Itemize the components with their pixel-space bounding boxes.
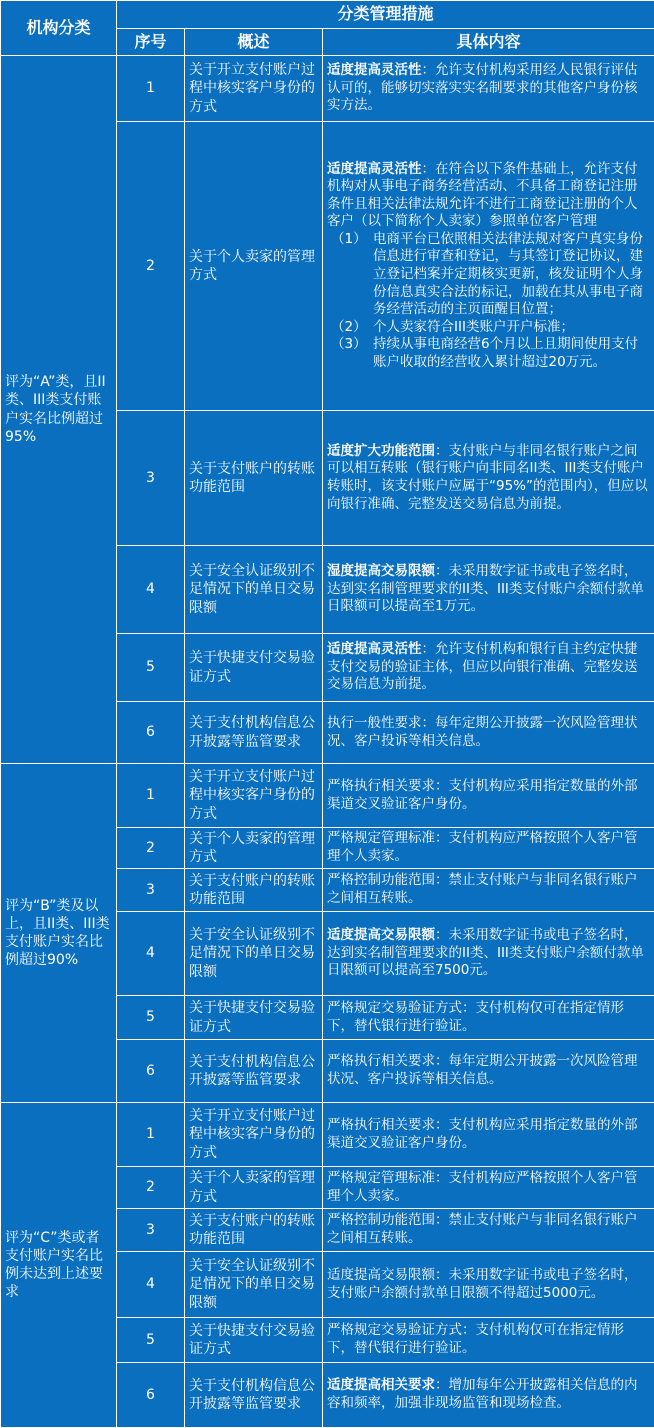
detail-text: 严格规定管理标准：支付机构应严格按照个人客户管理个人卖家。 — [327, 1169, 638, 1204]
number-cell: 2 — [117, 122, 185, 411]
detail-cell — [323, 56, 654, 122]
number-cell: 6 — [117, 702, 185, 764]
summary-cell: 关于安全认证级别不足情况下的单日交易限额 — [185, 1252, 323, 1318]
detail-paragraph — [327, 1053, 650, 1088]
number-cell: 4 — [117, 546, 185, 634]
detail-text: 严格执行相关要求：支付机构应采用指定数量的外部渠道交叉验证客户身份。 — [327, 777, 638, 812]
detail-paragraph — [327, 778, 650, 813]
summary-cell: 关于支付机构信息公开披露等监管要求 — [185, 1363, 323, 1428]
detail-cell — [323, 1167, 654, 1209]
detail-lead: 适度提高灵活性 — [327, 641, 422, 658]
number-cell: 5 — [117, 1318, 185, 1363]
table-row — [1, 56, 654, 122]
detail-cell — [323, 702, 654, 764]
detail-cell — [323, 912, 654, 996]
detail-cell — [323, 828, 654, 869]
detail-text: ：增加每年公开披露相关信息的内容和频率，加强非现场监管和现场检查。 — [327, 1377, 638, 1411]
number-cell: 1 — [117, 1103, 185, 1167]
detail-text: 严格控制功能范围：禁止支付账户与非同名银行账户之间相互转账。 — [327, 1212, 638, 1246]
number-cell: 1 — [117, 764, 185, 828]
list-marker: （1） — [331, 230, 367, 247]
detail-lead: 湿度提高交易限额 — [327, 563, 435, 580]
summary-cell: 关于支付账户的转账功能范围 — [185, 411, 323, 546]
detail-paragraph — [327, 563, 650, 616]
summary-cell: 关于支付账户的转账功能范围 — [185, 1209, 323, 1252]
detail-cell — [323, 1363, 654, 1428]
detail-text: 严格规定管理标准：支付机构应严格按照个人客户管理个人卖家。 — [327, 830, 638, 864]
number-cell: 3 — [117, 1209, 185, 1252]
summary-cell: 关于开立支付账户过程中核实客户身份的方式 — [185, 1103, 323, 1167]
detail-paragraph — [327, 1267, 650, 1302]
header-row-1 — [1, 1, 654, 29]
detail-list-item — [327, 231, 650, 319]
table-row — [1, 1103, 654, 1167]
detail-text: ：在符合以下条件基础上，允许支付机构对从事电子商务经营活动、不具备工商登记注册条件且相关法律法规允许不进行工商登记注册的个人客户（以下简称个人卖家）参照单位客户管理 — [327, 160, 638, 230]
detail-text: ：支付账户与非同名银行账户之间可以相互转账（银行账户向非同名II类、III类支付账户转账时，该支付账户应属于“95%”的范围内），但应以向银行准确、完整发送交易信息为前提。 — [327, 442, 648, 512]
detail-text: 适度提高交易限额：未采用数字证书或电子签名时，支付账户余额付款单日限额不得超过5000元。 — [327, 1266, 638, 1301]
summary-cell: 关于个人卖家的管理方式 — [185, 1167, 323, 1209]
detail-paragraph — [327, 443, 650, 513]
summary-cell: 关于安全认证级别不足情况下的单日交易限额 — [185, 546, 323, 634]
summary-cell: 关于个人卖家的管理方式 — [185, 122, 323, 411]
number-cell: 2 — [117, 828, 185, 869]
number-cell: 5 — [117, 996, 185, 1040]
detail-cell — [323, 634, 654, 702]
detail-text: 严格执行相关要求：支付机构应采用指定数量的外部渠道交叉验证客户身份。 — [327, 1116, 638, 1151]
detail-cell — [323, 411, 654, 546]
detail-paragraph — [327, 1170, 650, 1205]
detail-cell — [323, 1252, 654, 1318]
category-cell: 评为“B”类及以上，且II类、III类支付账户实名比例超过90% — [1, 764, 117, 1103]
summary-cell: 关于个人卖家的管理方式 — [185, 828, 323, 869]
detail-cell — [323, 1103, 654, 1167]
detail-cell — [323, 1040, 654, 1103]
header-number: 序号 — [117, 29, 185, 56]
detail-text: ：允许支付机构和银行自主约定快捷支付交易的验证主体，但应以向银行准确、完整发送交易信息为前提。 — [327, 641, 638, 693]
detail-text: ：允许支付机构采用经人民银行评估认可的，能够切实落实实名制要求的其他客户身份核实方法。 — [327, 62, 638, 114]
detail-text: 严格执行相关要求：每年定期公开披露一次风险管理状况、客户投诉等相关信息。 — [327, 1053, 638, 1087]
detail-text: 执行一般性要求：每年定期公开披露一次风险管理状况、客户投诉等相关信息。 — [327, 714, 638, 749]
number-cell: 4 — [117, 1252, 185, 1318]
number-cell: 6 — [117, 1363, 185, 1428]
detail-cell — [323, 764, 654, 828]
summary-cell: 关于快捷支付交易验证方式 — [185, 1318, 323, 1363]
detail-paragraph — [327, 927, 650, 980]
summary-cell: 关于开立支付账户过程中核实客户身份的方式 — [185, 764, 323, 828]
detail-lead: 适度扩大功能范围 — [327, 442, 435, 459]
list-text: 电商平台已依照相关法律法规对客户真实身份信息进行审查和登记，与其签订登记协议，建立登记档案并定期核实更新，核发证明个人身份信息真实合法的标记，加载在其从事电子商务经营活动的主页面醒目位置； — [373, 230, 643, 318]
detail-cell — [323, 996, 654, 1040]
summary-cell: 关于支付机构信息公开披露等监管要求 — [185, 702, 323, 764]
detail-paragraph — [327, 1000, 650, 1035]
header-category: 机构分类 — [1, 1, 117, 56]
detail-cell — [323, 546, 654, 634]
detail-paragraph — [327, 641, 650, 694]
detail-text: 严格规定交易验证方式：支付机构仅可在指定情形下，替代银行进行验证。 — [327, 999, 624, 1034]
category-cell: 评为“C”类或者支付账户实名比例未达到上述要求 — [1, 1103, 117, 1428]
detail-lead: 适度提高灵活性 — [327, 160, 422, 177]
list-marker: （3） — [331, 336, 367, 353]
summary-cell: 关于快捷支付交易验证方式 — [185, 634, 323, 702]
category-cell: 评为“A”类，且II类、III类支付账户实名比例超过95% — [1, 56, 117, 764]
detail-paragraph — [327, 62, 650, 115]
list-text: 持续从事电商经营6个月以上且期间使用支付账户收取的经营收入累计超过20万元。 — [373, 336, 639, 370]
detail-paragraph — [327, 1117, 650, 1152]
detail-lead: 适度提高交易限额 — [327, 927, 435, 944]
number-cell: 1 — [117, 56, 185, 122]
table-body — [1, 56, 654, 1428]
list-text: 个人卖家符合III类账户开户标准； — [373, 318, 574, 335]
detail-cell — [323, 869, 654, 912]
detail-lead: 适度提高相关要求 — [327, 1377, 435, 1394]
detail-paragraph — [327, 830, 650, 865]
header-summary: 概述 — [185, 29, 323, 56]
detail-text: ：未采用数字证书或电子签名时，达到实名制管理要求的II类、III类支付账户余额付款单日限额可以提高至1万元。 — [327, 563, 644, 615]
detail-text: ：未采用数字证书或电子签名时，达到实名制管理要求的II类、III类支付账户余额付款单日限额可以提高至7500元。 — [327, 927, 644, 979]
detail-paragraph — [327, 715, 650, 750]
detail-paragraph — [327, 1212, 650, 1247]
detail-paragraph — [327, 872, 650, 907]
detail-cell — [323, 1209, 654, 1252]
summary-cell: 关于支付机构信息公开披露等监管要求 — [185, 1040, 323, 1103]
number-cell: 6 — [117, 1040, 185, 1103]
detail-paragraph — [327, 1322, 650, 1357]
summary-cell: 关于开立支付账户过程中核实客户身份的方式 — [185, 56, 323, 122]
number-cell: 2 — [117, 1167, 185, 1209]
detail-text: 严格规定交易验证方式：支付机构仅可在指定情形下，替代银行进行验证。 — [327, 1322, 624, 1356]
detail-list-item — [327, 319, 650, 337]
detail-cell — [323, 1318, 654, 1363]
table-row — [1, 764, 654, 828]
summary-cell: 关于快捷支付交易验证方式 — [185, 996, 323, 1040]
number-cell: 3 — [117, 869, 185, 912]
header-measures: 分类管理措施 — [117, 1, 654, 29]
detail-list-item — [327, 336, 650, 371]
summary-cell: 关于安全认证级别不足情况下的单日交易限额 — [185, 912, 323, 996]
detail-text: 严格控制功能范围：禁止支付账户与非同名银行账户之间相互转账。 — [327, 872, 638, 906]
number-cell: 4 — [117, 912, 185, 996]
summary-cell: 关于支付账户的转账功能范围 — [185, 869, 323, 912]
detail-paragraph — [327, 1377, 650, 1412]
detail-lead: 适度提高灵活性 — [327, 62, 422, 79]
detail-paragraph — [327, 161, 650, 231]
list-marker: （2） — [331, 318, 367, 335]
detail-cell — [323, 122, 654, 411]
number-cell: 5 — [117, 634, 185, 702]
header-detail: 具体内容 — [323, 29, 654, 56]
number-cell: 3 — [117, 411, 185, 546]
